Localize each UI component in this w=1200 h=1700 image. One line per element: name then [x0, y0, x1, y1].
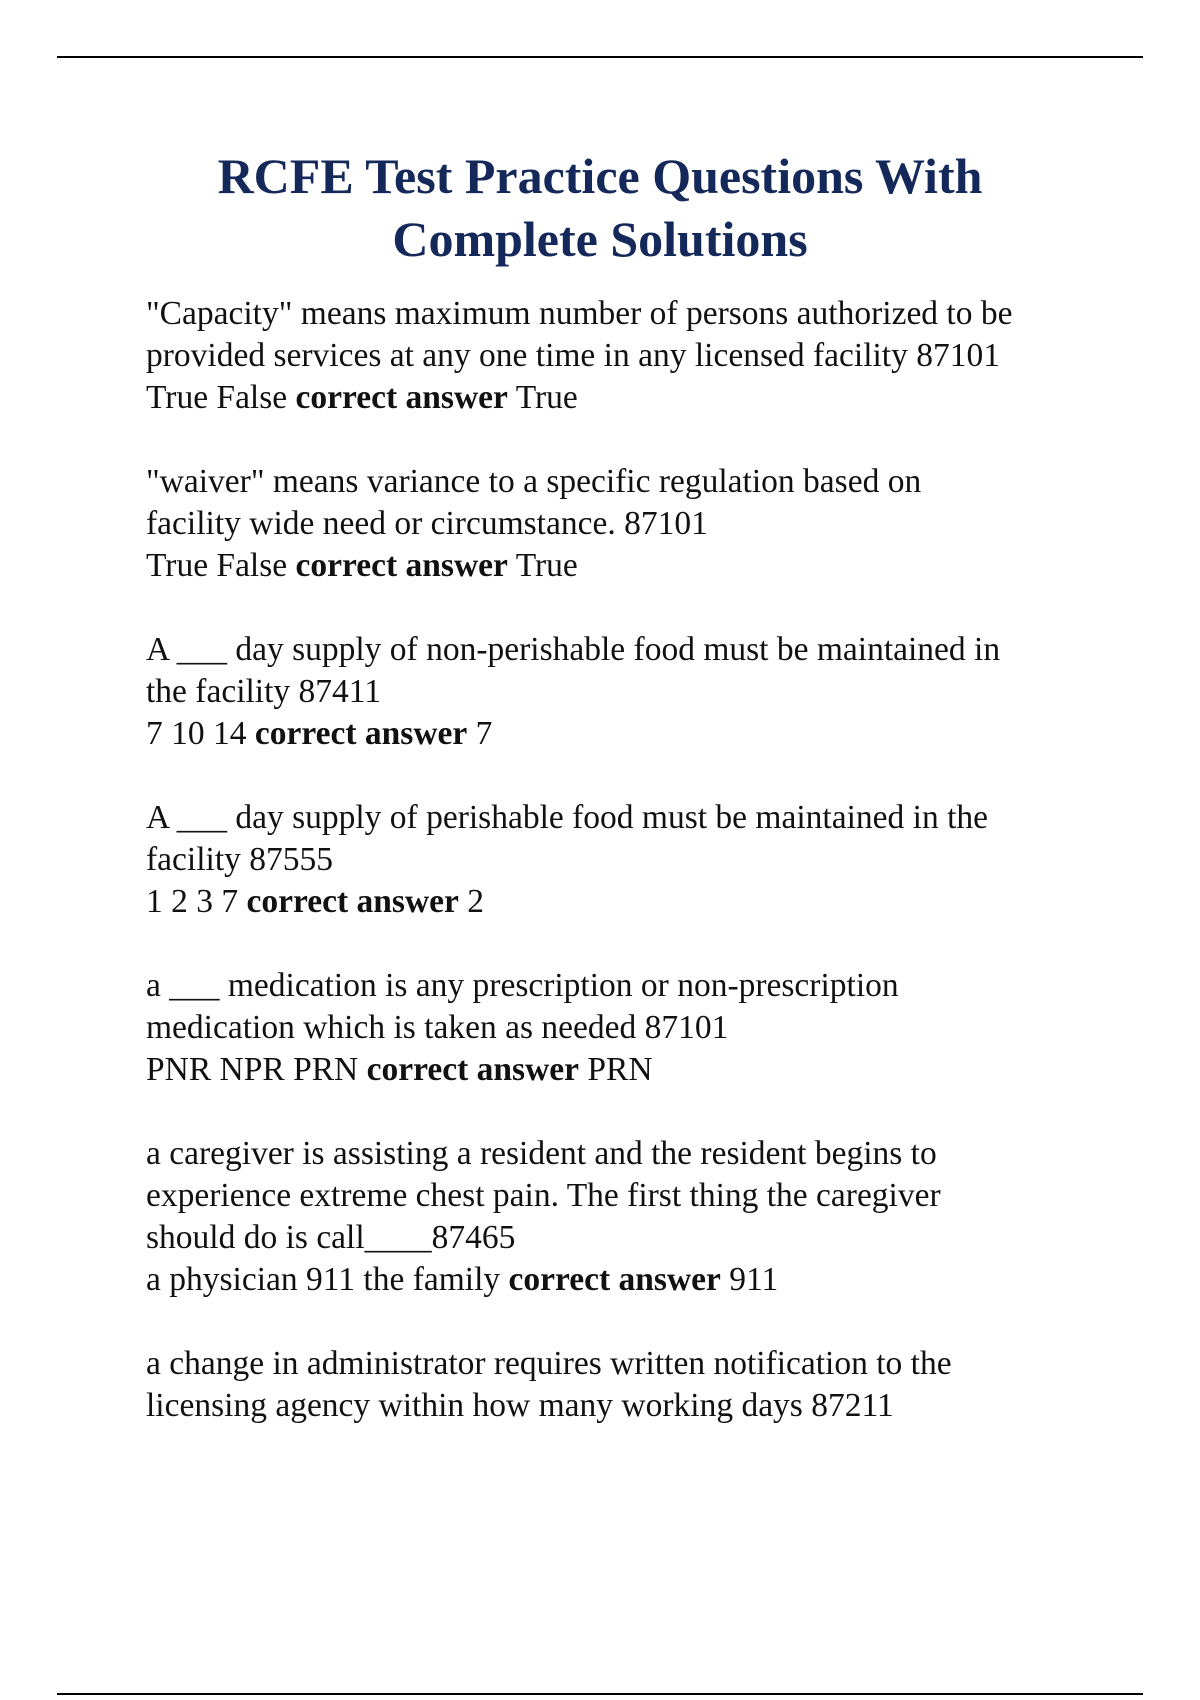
header-rule: [57, 56, 1143, 58]
question-line: a caregiver is assisting a resident and the resident begins to: [146, 1135, 937, 1172]
answer-label: correct answer: [254, 715, 468, 752]
question-item: [146, 293, 1106, 419]
answer-line: [146, 1049, 1106, 1091]
answer-label: correct answer: [295, 379, 508, 416]
question-item: [146, 965, 1106, 1091]
title-line-1: RCFE Test Practice Questions With: [217, 148, 983, 204]
question-line: should do is call____87465: [146, 1219, 516, 1256]
question-list: [146, 293, 1106, 1469]
answer-options: True False: [146, 547, 288, 584]
answer-line: [146, 713, 1106, 755]
question-item: [146, 797, 1106, 923]
answer-options: a physician 911 the family: [146, 1261, 501, 1298]
answer-options: PNR NPR PRN: [146, 1051, 359, 1088]
answer-value: True: [515, 379, 578, 416]
question-line: A ___ day supply of non-perishable food must be maintained in: [146, 631, 1001, 668]
answer-label: correct answer: [246, 883, 459, 920]
question-line: facility wide need or circumstance. 87101: [146, 505, 708, 542]
footer-rule: [57, 1693, 1143, 1695]
answer-line: [146, 545, 1106, 587]
question-line: the facility 87411: [146, 673, 382, 710]
question-line: provided services at any one time in any licensed facility 87101: [146, 337, 1000, 374]
answer-value: PRN: [587, 1051, 653, 1088]
answer-label: correct answer: [295, 547, 508, 584]
question-line: a ___ medication is any prescription or non-prescription: [146, 967, 899, 1004]
answer-line: [146, 377, 1106, 419]
question-line: facility 87555: [146, 841, 333, 878]
answer-label: correct answer: [366, 1051, 580, 1088]
question-line: "waiver" means variance to a specific regulation based on: [146, 463, 922, 500]
title-line-2: Complete Solutions: [392, 211, 808, 267]
question-item: [146, 461, 1106, 587]
question-item: [146, 1343, 1106, 1427]
answer-value: 911: [729, 1261, 779, 1298]
question-line: "Capacity" means maximum number of persons authorized to be: [146, 295, 1013, 332]
answer-value: True: [515, 547, 578, 584]
answer-options: True False: [146, 379, 288, 416]
question-line: A ___ day supply of perishable food must be maintained in the: [146, 799, 988, 836]
question-item: [146, 629, 1106, 755]
page-title: [100, 145, 1100, 271]
answer-options: 7 10 14: [146, 715, 247, 752]
question-line: licensing agency within how many working days 87211: [146, 1387, 894, 1424]
question-line: medication which is taken as needed 87101: [146, 1009, 729, 1046]
answer-options: 1 2 3 7: [146, 883, 239, 920]
question-item: [146, 1133, 1106, 1301]
answer-line: [146, 1259, 1106, 1301]
answer-value: 7: [475, 715, 493, 752]
question-line: a change in administrator requires written notification to the: [146, 1345, 952, 1382]
question-line: experience extreme chest pain. The first thing the caregiver: [146, 1177, 941, 1214]
answer-value: 2: [467, 883, 484, 920]
answer-line: [146, 881, 1106, 923]
answer-label: correct answer: [508, 1261, 721, 1298]
